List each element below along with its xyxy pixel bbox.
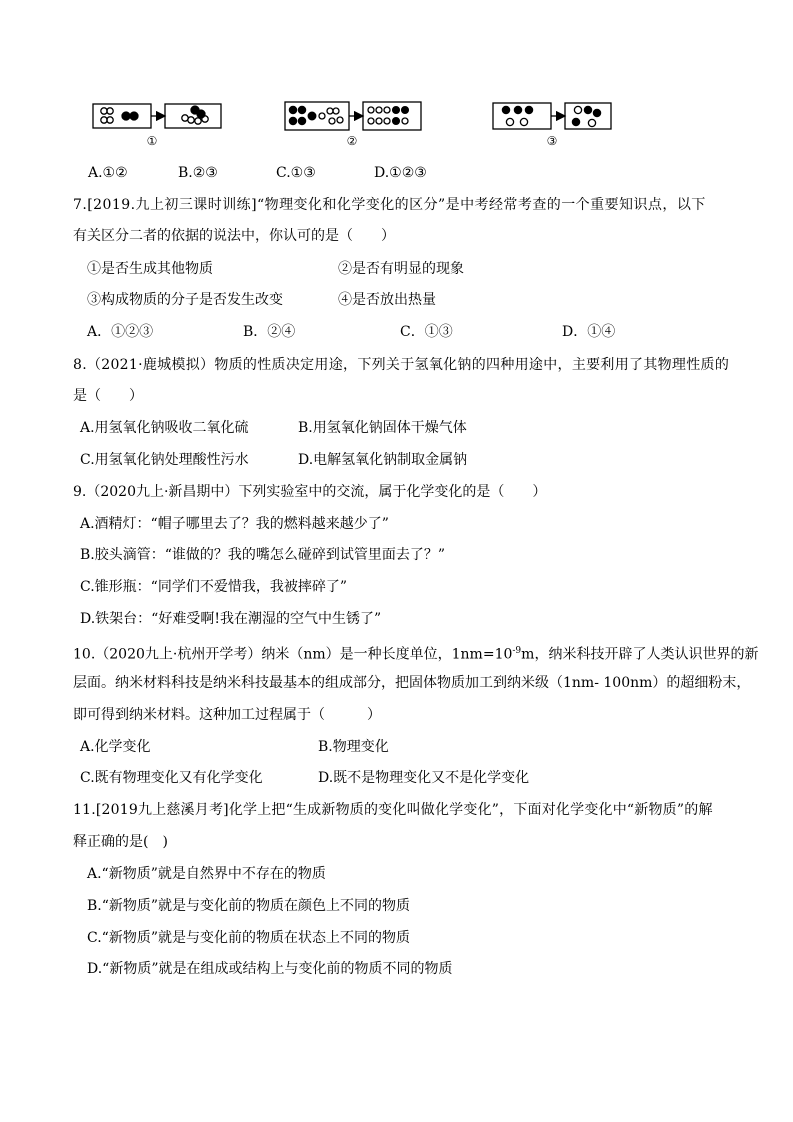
q9-option-a: A.酒精灯：“帽子哪里去了？我的燃料越来越少了” (80, 516, 389, 532)
q11-option-c: C.“新物质”就是与变化前的物质在状态上不同的物质 (87, 930, 410, 946)
q8-option-a: A.用氢氧化钠吸收二氧化硫 (80, 420, 249, 436)
diagram-1 (93, 104, 221, 128)
q7-statement-3: ③构成物质的分子是否发生改变 (87, 292, 283, 308)
q10-stem-line1-b: m，纳米科技开辟了人类认识世界的新 (521, 646, 759, 663)
q10-stem-line3: 即可得到纳米材料。这种加工过程属于（ ） (73, 707, 381, 723)
q7-stem-line2: 有关区分二者的依据的说法中，你认可的是（ ） (73, 228, 395, 244)
q10-option-a: A.化学变化 (80, 739, 151, 755)
q7-option-d: D．①④ (562, 324, 616, 340)
diagram-label-3: ③ (546, 134, 558, 148)
q8-option-c: C.用氢氧化钠处理酸性污水 (80, 452, 249, 468)
q11-option-a: A.“新物质”就是自然界中不存在的物质 (87, 866, 326, 882)
q7-statement-1: ①是否生成其他物质 (87, 261, 213, 277)
q7-option-b: B．②④ (243, 324, 296, 340)
q10-exponent: -9 (512, 646, 522, 656)
q10-stem-line1 (73, 641, 758, 665)
q10-stem-line1-a: 10.（2020九上·杭州开学考）纳米（nm）是一种长度单位，1nm=10 (73, 646, 513, 663)
q7-statement-2: ②是否有明显的现象 (338, 261, 464, 277)
q10-option-b: B.物理变化 (318, 739, 389, 755)
q7-stem-line1: 7.[2019.九上初三课时训练]“物理变化和化学变化的区分”是中考经常考查的一个重要知识点，以下 (73, 197, 706, 213)
q8-option-d: D.电解氢氧化钠制取金属钠 (298, 452, 468, 468)
q8-stem-line2: 是（ ） (73, 388, 143, 404)
q7-option-a: A．①②③ (87, 324, 154, 340)
diagram-2 (285, 102, 421, 130)
q10-stem-line2: 层面。纳米材料科技是纳米科技最基本的组成部分，把固体物质加工到纳米级（1nm- 100nm）的超细粉末， (73, 675, 751, 691)
diagram-3 (493, 103, 611, 129)
q6-option-a: A.①② (88, 165, 128, 181)
q11-option-d: D.“新物质”就是在组成或结构上与变化前的物质不同的物质 (87, 961, 453, 977)
q6-option-b: B.②③ (178, 165, 218, 181)
q9-option-d: D.铁架台：“好难受啊!我在潮湿的空气中生锈了” (80, 611, 382, 627)
q10-option-c: C.既有物理变化又有化学变化 (80, 770, 263, 786)
diagram-label-2: ② (346, 134, 358, 148)
diagram-label-1: ① (146, 134, 158, 148)
q11-option-b: B.“新物质”就是与变化前的物质在颜色上不同的物质 (87, 898, 411, 914)
q9-option-c: C.锥形瓶：“同学们不爱惜我，我被摔碎了” (80, 579, 347, 595)
q9-stem: 9.（2020九上·新昌期中）下列实验室中的交流，属于化学变化的是（ ） (73, 484, 547, 500)
q8-option-b: B.用氢氧化钠固体干燥气体 (298, 420, 467, 436)
particle-diagrams (90, 98, 620, 150)
q6-option-d: D.①②③ (374, 165, 427, 181)
q7-statement-4: ④是否放出热量 (338, 292, 436, 308)
q11-stem-line2: 释正确的是( ) (73, 834, 168, 850)
q7-option-c: C．①③ (400, 324, 453, 340)
q11-stem-line1: 11.[2019九上慈溪月考]化学上把“生成新物质的变化叫做化学变化”，下面对化学变化中“新物质”的解 (73, 802, 713, 818)
q8-stem-line1: 8.（2021·鹿城模拟）物质的性质决定用途，下列关于氢氧化钠的四种用途中，主要利用了其物理性质的 (73, 357, 730, 373)
q9-option-b: B.胶头滴管：“谁做的？我的嘴怎么碰碎到试管里面去了？” (80, 547, 446, 563)
q10-option-d: D.既不是物理变化又不是化学变化 (318, 770, 530, 786)
q6-option-c: C.①③ (276, 165, 316, 181)
particle-diagram-figure (90, 98, 620, 150)
